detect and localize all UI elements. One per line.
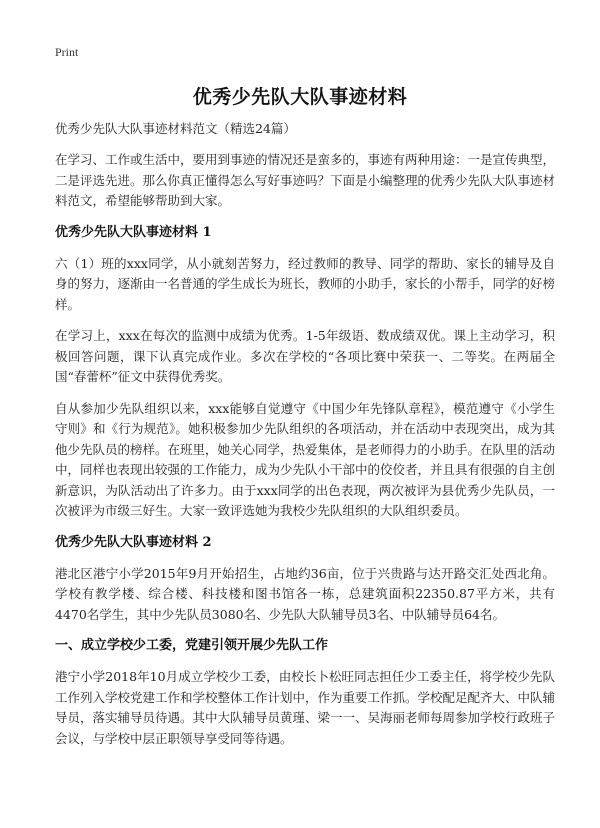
- document-body: [55, 120, 555, 760]
- print-label: Print: [55, 45, 79, 59]
- section-2-paragraph-1: 港北区港宁小学2015年9月开始招生，占地约36亩，位于兴贵路与达开路交汇处西北角。学校有教学楼、综合楼、科技楼和图书馆各一栋，总建筑面积22350.87平方米，共有4470名学生，其中少先队员3080名、少先队大队辅导员3名、中队辅导员64名。: [55, 565, 555, 622]
- section-1-paragraph-3: 自从参加少先队组织以来，xxx能够自觉遵守《中国少年先锋队章程》，模范遵守《小学生守则》和《行为规范》。她积极参加少先队组织的各项活动，并在活动中表现突出，成为其他少先队员的榜样。在班里，她关心同学，热爱集体，是老师得力的小助手。在队里的活动中，同样也表现出较强的工作能力，成为少先队小干部中的佼佼者，并且具有很强的自主创新意识，为队活动出了许多力。由于xxx同学的出色表现，两次被评为县优秀少先队员，一次被评为市级三好生。大家一致评选她为我校少先队组织的大队组织委员。: [55, 400, 556, 518]
- section-3-heading: 一、成立学校少工委，党建引领开展少先队工作: [55, 638, 329, 653]
- intro-paragraph: 在学习、工作或生活中，要用到事迹的情况还是蛮多的，事迹有两种用途：一是宣传典型，二是评选先进。那么你真正懂得怎么写好事迹吗？下面是小编整理的优秀少先队大队事迹材料范文，希望能够帮助到大家。: [55, 152, 556, 208]
- document-title: 优秀少先队大队事迹材料: [192, 86, 408, 108]
- section-1-paragraph-2: 在学习上，xxx在每次的监测中成绩为优秀。1-5年级语、数成绩双优。课上主动学习，积极回答问题，课下认真完成作业。多次在学校的“各项比赛中荣获一、二等奖。在两届全国“春蕾杯”征文中获得优秀奖。: [55, 328, 555, 384]
- section-1-paragraph-1: 六（1）班的xxx同学，从小就刻苦努力，经过教师的教导、同学的帮助、家长的辅导及自身的努力，逐渐由一名普通的学生成长为班长，教师的小助手，家长的小帮手，同学的好榜样。: [55, 255, 556, 312]
- section-1-heading: 优秀少先队大队事迹材料 1: [55, 224, 212, 240]
- section-3-paragraph-1: 港宁小学2018年10月成立学校少工委，由校长卜松旺同志担任少工委主任，将学校少先队工作列入学校党建工作和学校整体工作计划中，作为重要工作抓。学校配足配齐大、中队辅导员，落实辅导员待遇。其中大队辅导员黄瑾、梁一一、吴海丽老师每周参加学校行政班子会议，与学校中层正职领导享受同等待遇。: [55, 669, 556, 746]
- document-subtitle: 优秀少先队大队事迹材料范文（精选24篇）: [55, 121, 296, 136]
- section-2-heading: 优秀少先队大队事迹材料 2: [55, 534, 212, 550]
